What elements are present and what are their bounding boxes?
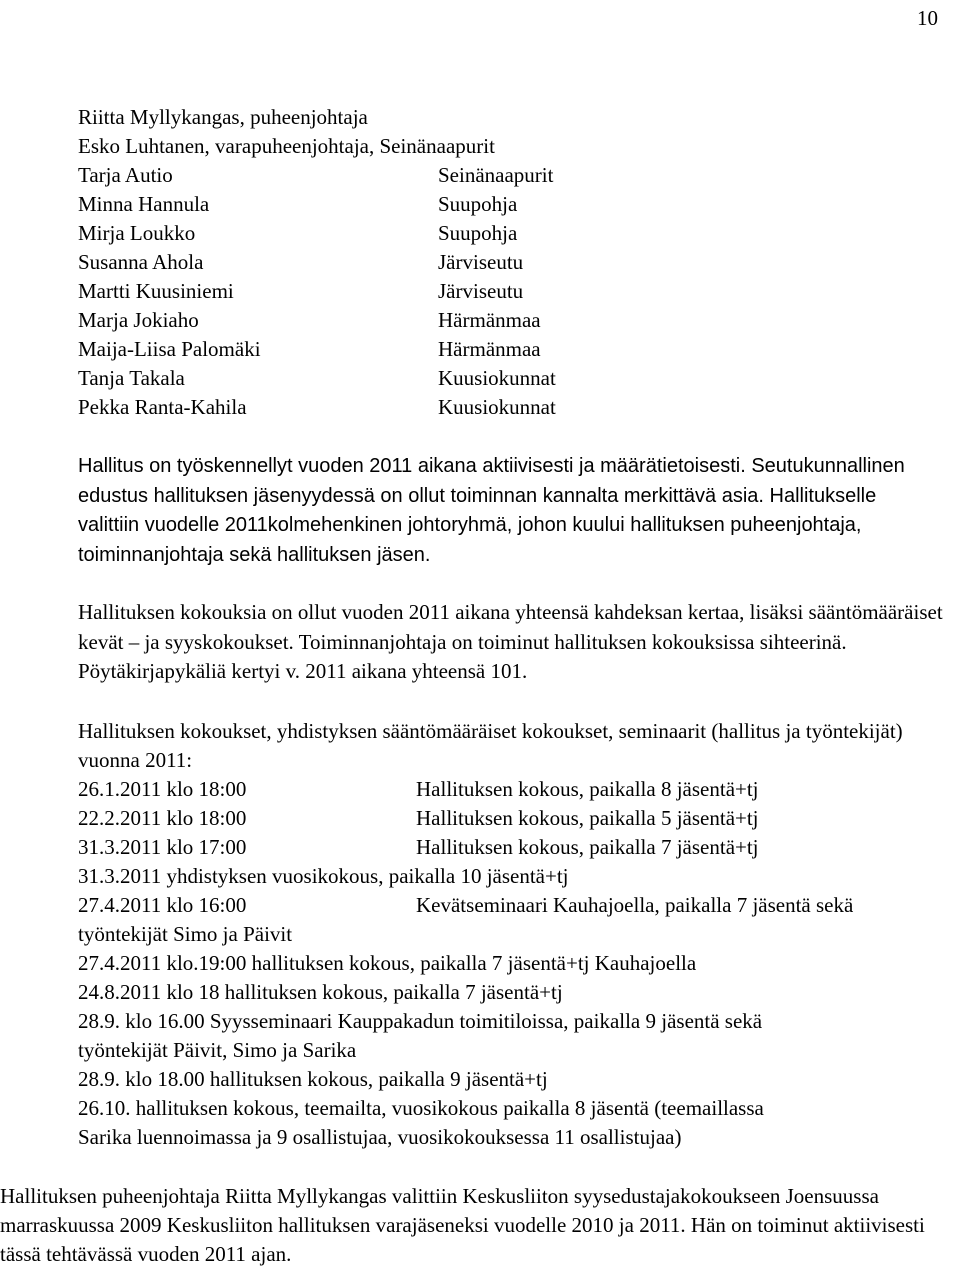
member-region: Härmänmaa (438, 337, 541, 361)
event-entry: työntekijät Päivit, Simo ja Sarika (78, 1038, 357, 1062)
event-date: 26.1.2011 klo 18:00 (78, 777, 247, 801)
member-region: Kuusiokunnat (438, 366, 556, 390)
member-name: Marja Jokiaho (78, 308, 199, 332)
member-region: Suupohja (438, 221, 518, 245)
event-entry: työntekijät Simo ja Päivit (78, 922, 293, 946)
event-row (78, 1094, 958, 1123)
member-region: Härmänmaa (438, 308, 541, 332)
member-region: Suupohja (438, 192, 518, 216)
member-region: Järviseutu (438, 250, 524, 274)
event-entry: Sarika luennoimassa ja 9 osallistujaa, vuosikokouksessa 11 osallistujaa) (78, 1125, 682, 1149)
member-entry: Riitta Myllykangas, puheenjohtaja (78, 105, 368, 129)
board-activity-paragraph: Hallitus on työskennellyt vuoden 2011 aikana aktiivisesti ja määrätietoisesti. Seutukunnallinen edustus hallituksen jäsenyydessä on ollut toiminnan kannalta merkittävä asia. Hallitukselle valittiin vuodelle 2011kolmehenkinen johtoryhmä, johon kuului hallituksen puheenjohtaja, toiminnanjohtaja sekä hallituksen jäsen. (78, 455, 905, 566)
member-name: Pekka Ranta-Kahila (78, 395, 247, 419)
event-row (78, 1065, 958, 1094)
event-row (78, 1036, 958, 1065)
event-row (78, 833, 958, 862)
member-region: Järviseutu (438, 279, 524, 303)
board-meetings-paragraph: Hallituksen kokouksia on ollut vuoden 2011 aikana yhteensä kahdeksan kertaa, lisäksi sääntömääräiset kevät – ja syyskokoukset. Toiminnanjohtaja on toiminut hallituksen kokouksissa sihteerinä. Pöytäkirjapykäliä kertyi v. 2011 aikana yhteensä 101. (78, 600, 943, 683)
event-row (78, 978, 958, 1007)
event-row (78, 891, 958, 920)
event-entry: 28.9. klo 16.00 Syysseminaari Kauppakadun toimitiloissa, paikalla 9 jäsentä sekä (78, 1009, 763, 1033)
event-description: Kevätseminaari Kauhajoella, paikalla 7 jäsentä sekä (416, 893, 854, 917)
events-intro-paragraph: Hallituksen kokoukset, yhdistyksen sääntömääräiset kokoukset, seminaarit (hallitus ja työntekijät) vuonna 2011: (78, 719, 903, 772)
page-number: 10 (917, 6, 938, 30)
event-row (78, 1123, 958, 1152)
member-name: Maija-Liisa Palomäki (78, 337, 261, 361)
member-name: Martti Kuusiniemi (78, 279, 234, 303)
member-region: Seinänaapurit (438, 163, 554, 187)
event-row (78, 804, 958, 833)
event-description: Hallituksen kokous, paikalla 5 jäsentä+tj (416, 806, 759, 830)
event-entry: 26.10. hallituksen kokous, teemailta, vuosikokous paikalla 8 jäsentä (teemaillassa (78, 1096, 764, 1120)
event-row (78, 920, 958, 949)
events-list (78, 775, 958, 1152)
event-entry: 28.9. klo 18.00 hallituksen kokous, paikalla 9 jäsentä+tj (78, 1067, 548, 1091)
member-name: Tanja Takala (78, 366, 185, 390)
event-entry: 31.3.2011 yhdistyksen vuosikokous, paikalla 10 jäsentä+tj (78, 864, 569, 888)
member-name: Tarja Autio (78, 163, 173, 187)
event-row (78, 862, 958, 891)
event-row (78, 775, 958, 804)
member-entry: Esko Luhtanen, varapuheenjohtaja, Seinänaapurit (78, 134, 495, 158)
event-description: Hallituksen kokous, paikalla 8 jäsentä+tj (416, 777, 759, 801)
event-entry: 27.4.2011 klo.19:00 hallituksen kokous, paikalla 7 jäsentä+tj Kauhajoella (78, 951, 697, 975)
chair-paragraph: Hallituksen puheenjohtaja Riitta Myllykangas valittiin Keskusliiton syysedustajakokoukseen Joensuussa marraskuussa 2009 Keskusliiton hallituksen varajäseneksi vuodelle 2010 ja 2011. Hän on toiminut aktiivisesti tässä tehtävässä vuoden 2011 ajan. (0, 1184, 925, 1266)
event-entry: 24.8.2011 klo 18 hallituksen kokous, paikalla 7 jäsentä+tj (78, 980, 563, 1004)
event-row (78, 1007, 958, 1036)
event-date: 31.3.2011 klo 17:00 (78, 835, 247, 859)
member-name: Mirja Loukko (78, 221, 196, 245)
member-name: Susanna Ahola (78, 250, 204, 274)
event-date: 27.4.2011 klo 16:00 (78, 893, 247, 917)
event-date: 22.2.2011 klo 18:00 (78, 806, 247, 830)
member-name: Minna Hannula (78, 192, 210, 216)
event-row (78, 949, 958, 978)
event-description: Hallituksen kokous, paikalla 7 jäsentä+tj (416, 835, 759, 859)
member-region: Kuusiokunnat (438, 395, 556, 419)
